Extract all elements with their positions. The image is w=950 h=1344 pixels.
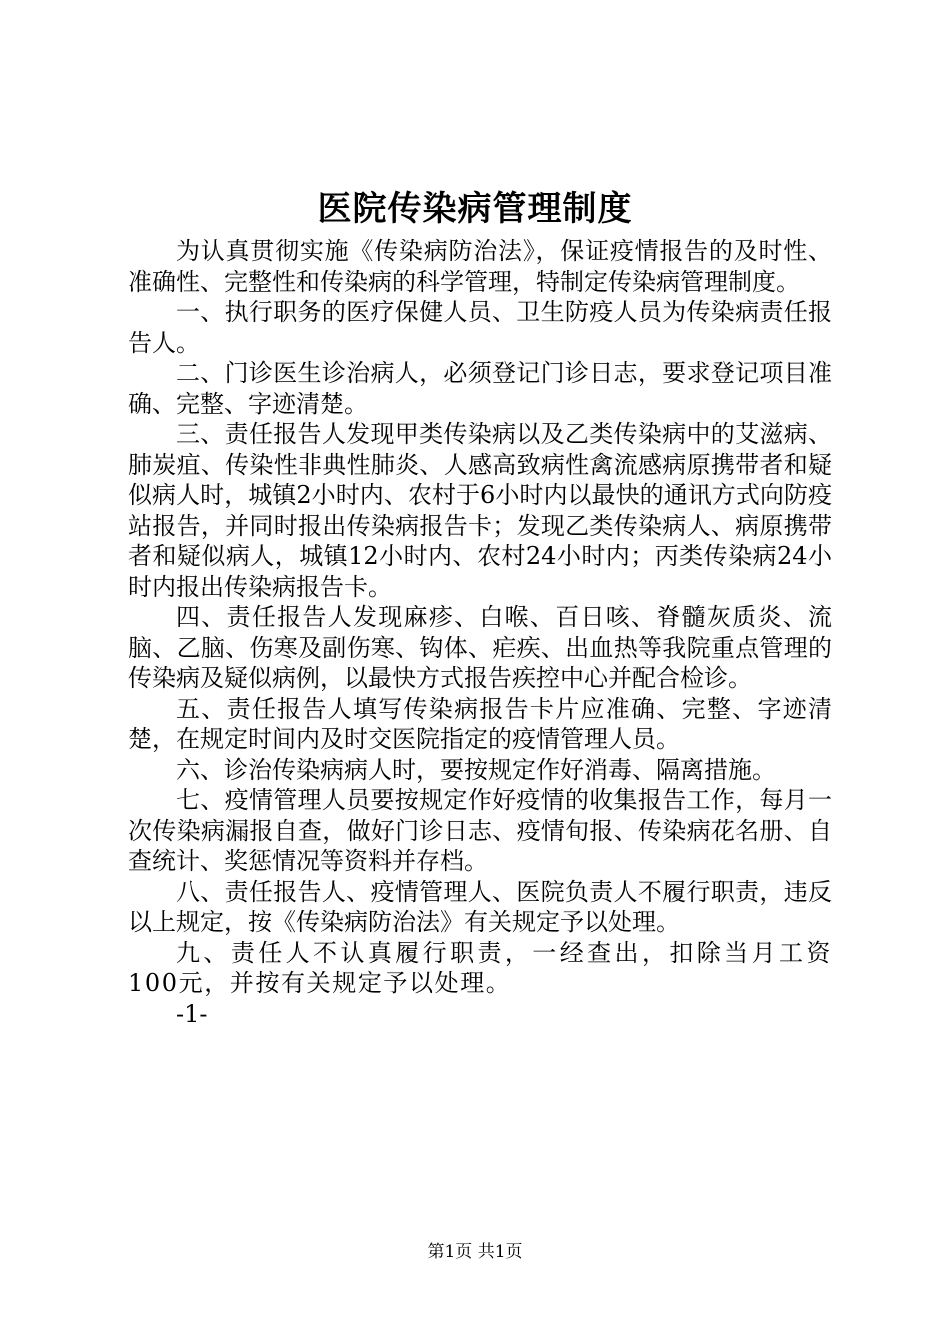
paragraph-9: 九、责任人不认真履行职责，一经查出，扣除当月工资100元，并按有关规定予以处理。: [128, 938, 832, 997]
paragraph-8: 八、责任报告人、疫情管理人、医院负责人不履行职责，违反以上规定，按《传染病防治法》有关规定予以处理。: [128, 877, 832, 936]
paragraph-intro: 为认真贯彻实施《传染病防治法》，保证疫情报告的及时性、准确性、完整性和传染病的科学管理，特制定传染病管理制度。: [128, 237, 832, 296]
paragraph-3: 三、责任报告人发现甲类传染病以及乙类传染病中的艾滋病、肺炭疽、传染性非典性肺炎、人感高致病性禽流感病原携带者和疑似病人时，城镇2小时内、农村于6小时内以最快的通讯方式向防疫站报告，并同时报出传染病报告卡；发现乙类传染病人、病原携带者和疑似病人，城镇12小时内、农村24小时内；丙类传染病24小时内报出传染病报告卡。: [128, 420, 832, 601]
document-title: 医院传染病管理制度: [317, 189, 633, 229]
paragraph-6: 六、诊治传染病病人时，要按规定作好消毒、隔离措施。: [176, 755, 776, 784]
inline-page-mark: -1-: [176, 999, 208, 1028]
paragraph-1: 一、执行职务的医疗保健人员、卫生防疫人员为传染病责任报告人。: [128, 298, 832, 357]
document-body: [128, 236, 832, 1029]
paragraph-7: 七、疫情管理人员要按规定作好疫情的收集报告工作，每月一次传染病漏报自查，做好门诊日志、疫情旬报、传染病花名册、自查统计、奖惩情况等资料并存档。: [128, 786, 832, 875]
page-footer: 第1页 共1页: [427, 1242, 523, 1262]
paragraph-4: 四、责任报告人发现麻疹、白喉、百日咳、脊髓灰质炎、流脑、乙脑、伤寒及副伤寒、钩体、疟疾、出血热等我院重点管理的传染病及疑似病例，以最快方式报告疾控中心并配合检诊。: [128, 603, 832, 692]
paragraph-2: 二、门诊医生诊治病人，必须登记门诊日志，要求登记项目准确、完整、字迹清楚。: [128, 359, 832, 418]
paragraph-5: 五、责任报告人填写传染病报告卡片应准确、完整、字迹清楚，在规定时间内及时交医院指定的疫情管理人员。: [128, 694, 832, 753]
